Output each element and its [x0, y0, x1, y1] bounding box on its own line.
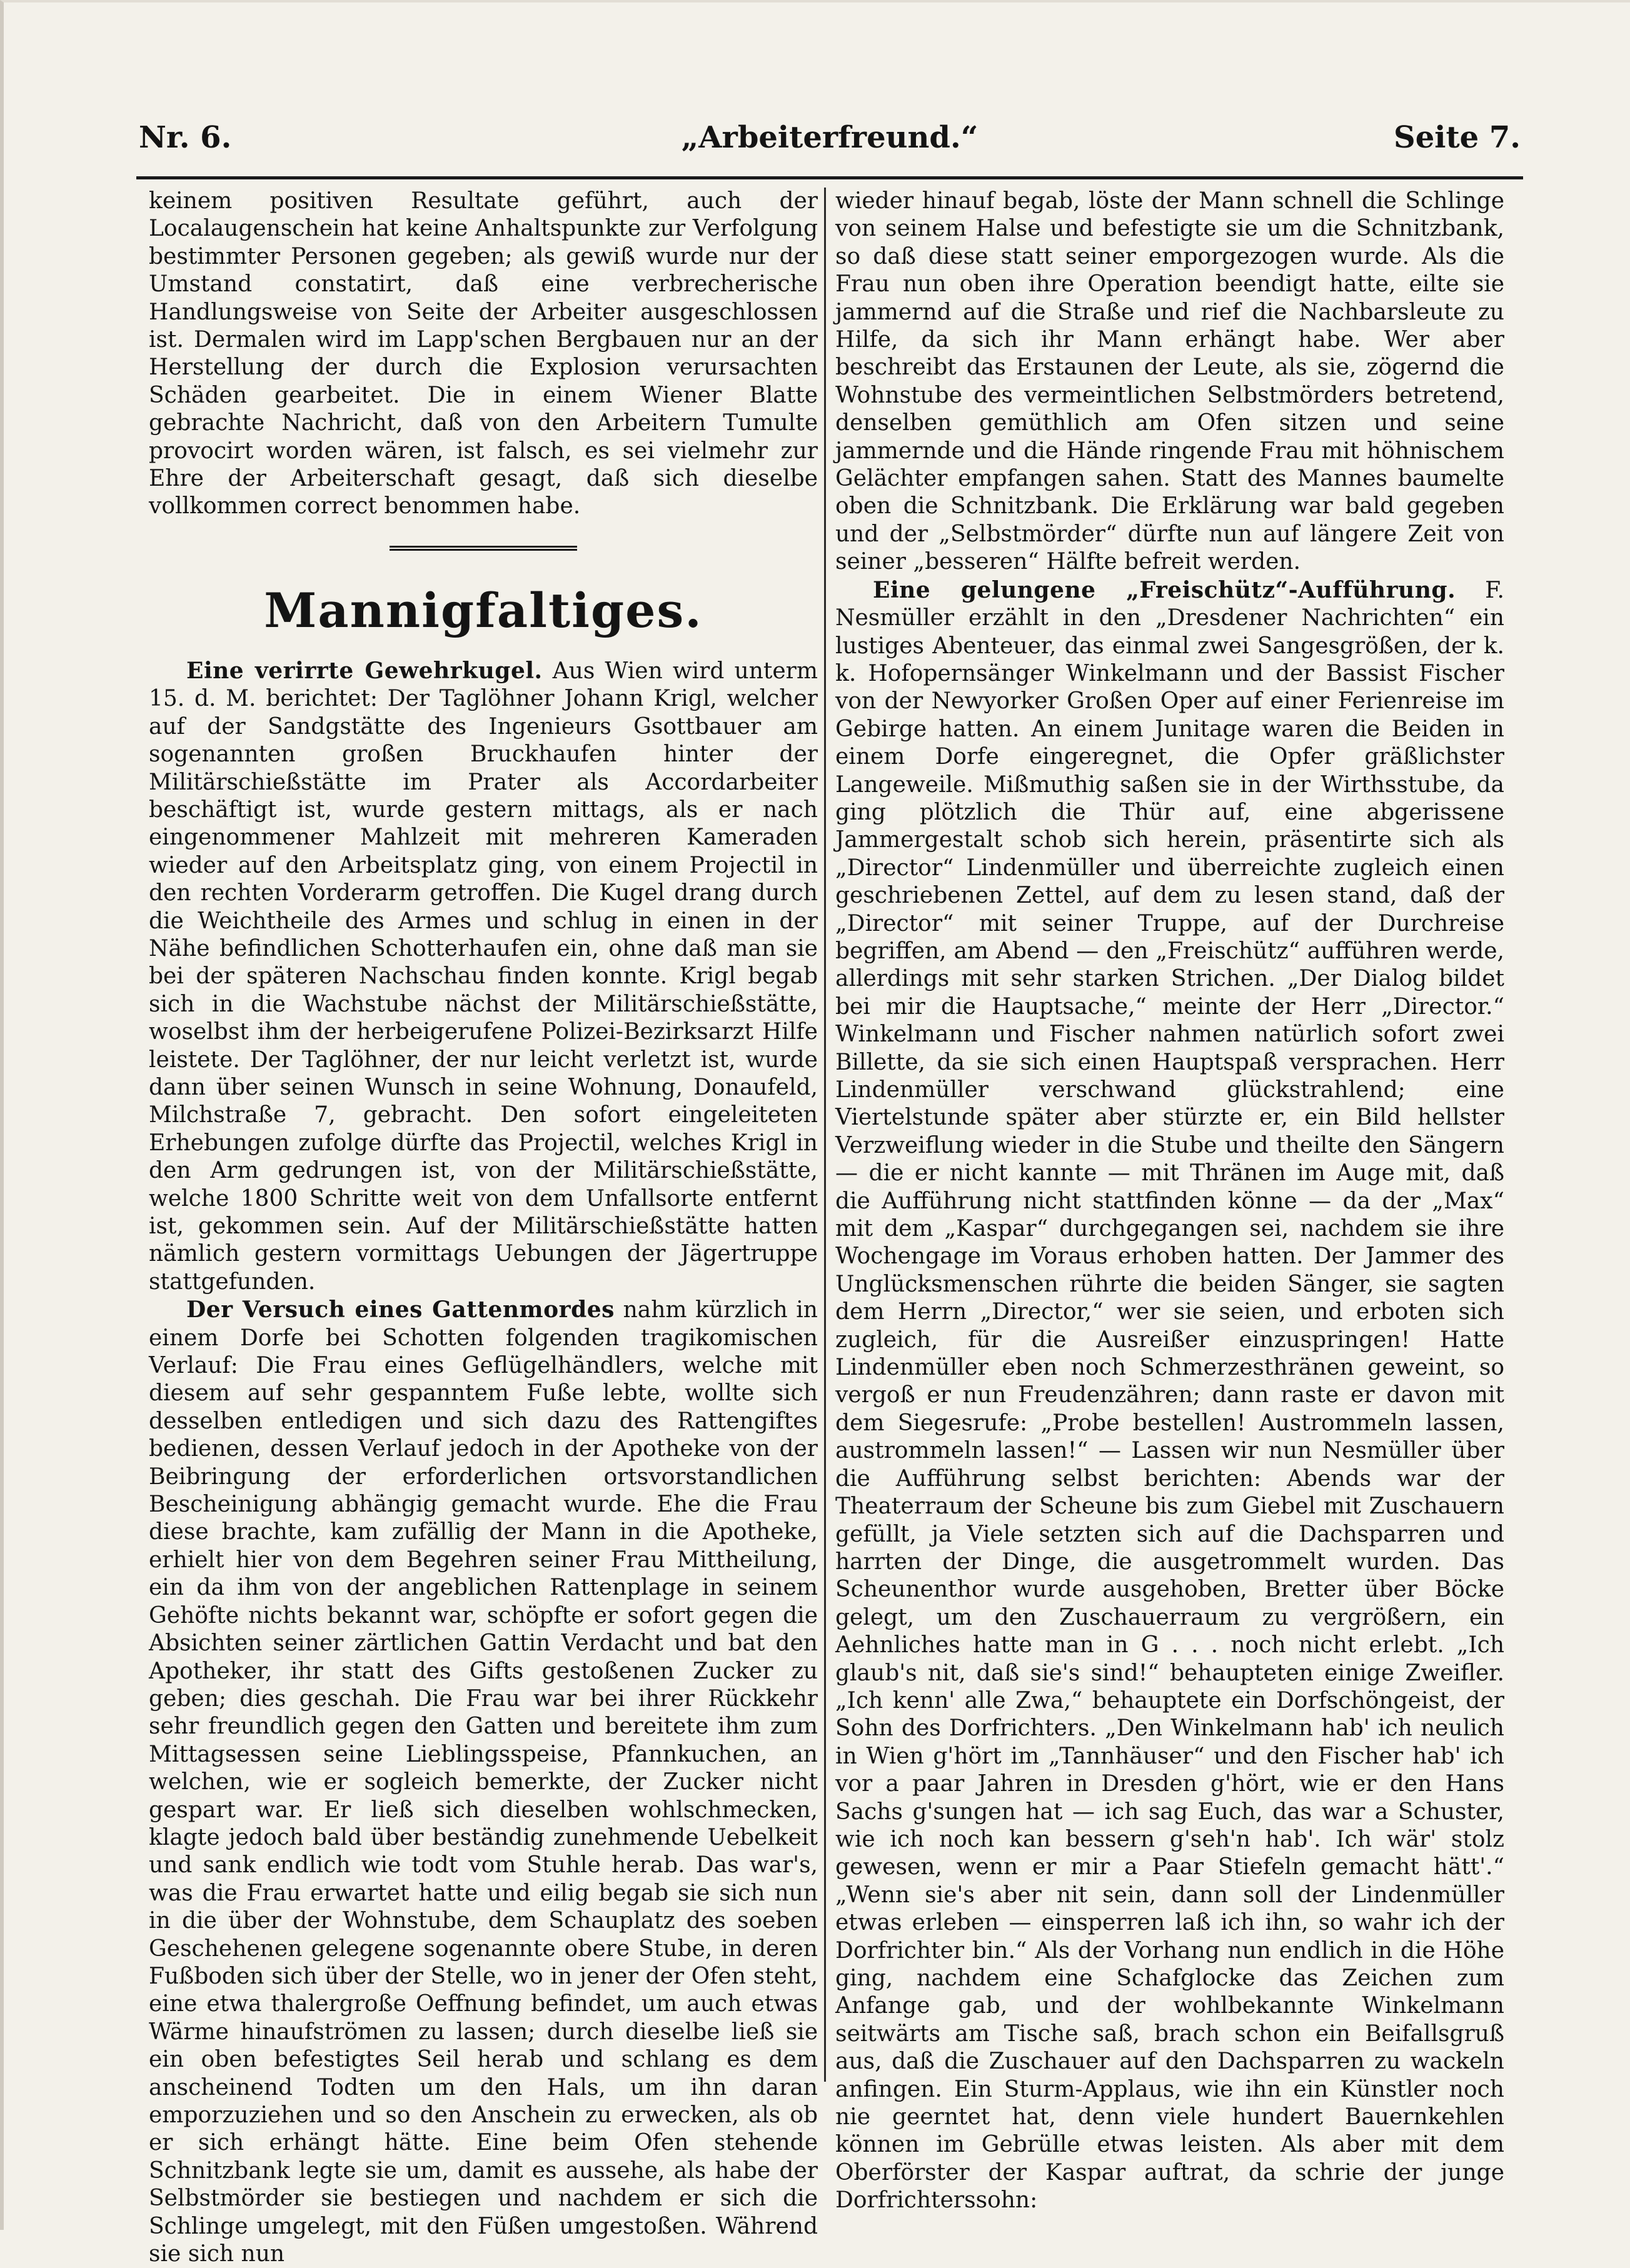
page-number: Seite 7. — [1394, 120, 1521, 155]
article-verirrte-gewehrkugel — [149, 657, 818, 1296]
page-header — [139, 119, 1521, 163]
article-body: nahm kürzlich in einem Dorfe bei Schotten folgenden tragikomischen Verlauf: Die Frau eines Geflügelhändlers, welche mit diesem auf sehr gespanntem Fuße lebte, wollte sich desselben entledigen und sich dazu des Rattengiftes bedienen, dessen Verlauf jedoch in der Apotheke von der Beibringung der erforderlichen ortsvorstandlichen Bescheinigung abhängig gemacht wurde. Ehe die Frau diese brachte, kam zufällig der Mann in die Apotheke, erhielt hier von dem Begehren seiner Frau Mittheilung, ein da ihm von der angeblichen Rattenplage in seinem Gehöfte nichts bekannt war, schöpfte er sofort gegen die Absichten seiner zärtlichen Gattin Verdacht und bat den Apotheker, ihr statt des Gifts gestoßenen Zucker zu geben; dies geschah. Die Frau war bei ihrer Rückkehr sehr freundlich gegen den Gatten und bereitete ihm zum Mittagsessen seine Lieblingsspeise, Pfannkuchen, an welchen, wie er sogleich bemerkte, der Zucker nicht gespart war. Er ließ sich dieselben wohlschmecken, klagte jedoch bald über beständig zunehmende Uebelkeit und sank endlich wie todt vom Stuhle herab. Das war's, was die Frau erwartet hatte und eilig begab sie sich nun in die über der Wohnstube, dem Schauplatz des soeben Geschehenen gelegene sogenannte obere Stube, in deren Fußboden sich über der Stelle, wo in jener der Ofen steht, eine etwa thalergroße Oeffnung befindet, um auch etwas Wärme hinaufströmen zu lassen; durch dieselbe ließ sie ein oben befestigtes Seil herab und schlang es dem anscheinend Todten um den Hals, um ihn daran emporzuziehen und so den Anschein zu erwecken, als ob er sich erhängt hätte. Eine beim Ofen stehende Schnitzbank legte sie um, damit es aussehe, als habe der Selbstmörder sie bestiegen und nachdem er sich die Schlinge umgelegt, mit den Füßen umgestoßen. Während sie sich nun — [149, 1297, 818, 2267]
article-gattenmord — [149, 1296, 818, 2268]
article-body: Aus Wien wird unterm 15. d. M. berichtet: Der Taglöhner Johann Krigl, welcher auf der Sandgstätte des Ingenieurs Gsottbauer am sogenannten großen Bruckhaufen hinter der Militärschießstätte im Prater als Accordarbeiter beschäftigt ist, wurde gestern mittags, als er nach eingenommener Mahlzeit mit mehreren Kameraden wieder auf den Arbeitsplatz ging, von einem Projectil in den rechten Vorderarm getroffen. Die Kugel drang durch die Weichtheile des Armes und schlug in einen in der Nähe befindlichen Schotterhaufen ein, ohne daß man sie bei der späteren Nachschau finden konnte. Krigl begab sich in die Wachstube nächst der Militärschießstätte, woselbst ihm der herbeigerufene Polizei-Bezirksarzt Hilfe leistete. Der Taglöhner, der nur leicht verletzt ist, wurde dann über seinen Wunsch in seine Wohnung, Donaufeld, Milchstraße 7, gebracht. Den sofort eingeleiteten Erhebungen zufolge dürfte das Projectil, welches Krigl in den Arm gedrungen ist, von der Militärschießstätte, welche 1800 Schritte weit von dem Unfallsorte entfernt ist, gekommen sein. Auf der Militärschießstätte hatten nämlich gestern vormittags Uebungen der Jägertruppe stattgefunden. — [149, 658, 818, 1295]
section-heading: Mannigfaltiges. — [264, 582, 703, 638]
continued-paragraph: keinem positiven Resultate geführt, auch der Localaugenschein hat keine Anhaltspunkte zur Verfolgung bestimmter Personen gegeben; als gewiß wurde nur der Umstand constatirt, daß eine verbrecherische Handlungsweise von Seite der Arbeiter ausgeschlossen ist. Dermalen wird im Lapp'schen Bergbauen nur an der Herstellung der durch die Explosion verursachten Schäden gearbeitet. Die in einem Wiener Blatte gebrachte Nachricht, daß von den Arbeitern Tumulte provocirt worden wären, ist falsch, es sei vielmehr zur Ehre der Arbeiterschaft gesagt, daß sich dieselbe vollkommen correct benommen habe. — [149, 188, 818, 519]
column-divider — [824, 188, 826, 2082]
section-divider — [390, 546, 577, 551]
article-title: Eine gelungene „Freischütz“-Aufführung. — [873, 576, 1456, 603]
article-title: Eine verirrte Gewehrkugel. — [186, 657, 543, 684]
right-column — [835, 188, 1504, 2214]
article-title: Der Versuch eines Gattenmordes — [186, 1297, 615, 1323]
left-column — [149, 188, 818, 2267]
newspaper-title: „Arbeiterfreund.“ — [681, 120, 979, 155]
issue-number: Nr. 6. — [139, 120, 232, 155]
continued-paragraph: wieder hinauf begab, löste der Mann schnell die Schlinge von seinem Halse und befestigte sie um die Schnitzbank, so daß diese statt seiner emporgezogen wurde. Als die Frau nun oben ihre Operation beendigt hatte, eilte sie jammernd auf die Straße und rief die Nachbarsleute zu Hilfe, da sich ihr Mann erhängt habe. Wer aber beschreibt das Erstaunen der Leute, als sie, zögernd die Wohnstube des vermeintlichen Selbstmörders betretend, denselben gemüthlich am Ofen sitzen und seine jammernde und die Hände ringende Frau mit höhnischem Gelächter empfangen sahen. Statt des Mannes baumelte oben die Schnitzbank. Die Erklärung war bald gegeben und der „Selbstmörder“ dürfte nun auf längere Zeit von seiner „besseren“ Hälfte befreit werden. — [835, 188, 1504, 575]
header-rule — [136, 176, 1523, 179]
article-body: F. Nesmüller erzählt in den „Dresdener Nachrichten“ ein lustiges Abenteuer, das einmal zwei Sangesgrößen, der k. k. Hofopernsänger Winkelmann und der Bassist Fischer von der Newyorker Großen Oper auf einer Ferienreise im Gebirge hatten. An einem Junitage waren die Beiden in einem Dorfe eingeregnet, die Opfer gräßlichster Langeweile. Mißmuthig saßen sie in der Wirthsstube, da ging plötzlich die Thür auf, eine abgerissene Jammergestalt schob sich herein, präsentirte sich als „Director“ Lindenmüller und überreichte zugleich einen geschriebenen Zettel, auf dem zu lesen stand, daß der „Director“ mit seiner Truppe, auf der Durchreise begriffen, am Abend — den „Freischütz“ aufführen werde, allerdings mit sehr starken Strichen. „Der Dialog bildet bei mir die Hauptsache,“ meinte der Herr „Director.“ Winkelmann und Fischer nahmen natürlich sofort zwei Billette, da sie sich einen Hauptspaß versprachen. Herr Lindenmüller verschwand glückstrahlend; eine Viertelstunde später aber stürzte er, ein Bild hellster Verzweiflung wieder in die Stube und theilte den Sängern — die er nicht kannte — mit Thränen im Auge mit, daß die Aufführung nicht stattfinden könne — da der „Max“ mit dem „Kaspar“ durchgegangen sei, nachdem sie ihre Wochengage im Voraus erhoben hatten. Der Jammer des Unglücksmenschen rührte die beiden Sänger, sie sagten dem Herrn „Director,“ wer sie seien, und erboten sich zugleich, für die Ausreißer einzuspringen! Hatte Lindenmüller eben noch Schmerzesthränen geweint, so vergoß er nun Freudenzähren; dann raste er davon mit dem Siegesrufe: „Probe bestellen! Austrommeln lassen, austrommeln lassen!“ — Lassen wir nun Nesmüller über die Aufführung selbst berichten: Abends war der Theaterraum der Scheune bis zum Giebel mit Zuschauern gefüllt, ja Viele setzten sich auf die Dachsparren und harrten der Dinge, die ausgetrommelt wurden. Das Scheunenthor wurde ausgehoben, Bretter über Böcke gelegt, um den Zuschauerraum zu vergrößern, ein Aehnliches hatte man in G . . . noch nicht erlebt. „Ich glaub's nit, daß sie's sind!“ behaupteten einige Zweifler. „Ich kenn' alle Zwa,“ behauptete ein Dorfschöngeist, der Sohn des Dorfrichters. „Den Winkelmann hab' ich neulich in Wien g'hört im „Tannhäuser“ und den Fischer hab' ich vor a paar Jahren in Dresden g'hört, wie er den Hans Sachs g'sungen hat — ich sag Euch, das war a Schuster, wie ich noch kan bessern g'seh'n hab'. Ich wär' stolz gewesen, wenn er mir a Paar Stiefeln gemacht hätt'.“ „Wenn sie's aber nit sein, dann soll der Lindenmüller etwas erleben — einsperren laß ich ihn, so wahr ich der Dorfrichter bin.“ Als der Vorhang nun endlich in die Höhe ging, nachdem eine Schafglocke das Zeichen zum Anfange gab, und der wohlbekannte Winkelmann seitwärts am Tische saß, brach schon ein Beifallsgruß aus, daß die Zuschauer auf den Dachsparren zu wackeln anfingen. Ein Sturm-Applaus, wie ihn ein Künstler noch nie geerntet hat, denn viele hundert Bauernkehlen können im Gebrülle etwas leisten. Als aber mit dem Oberförster der Kaspar auftrat, da schrie der junge Dorfrichterssohn: — [835, 577, 1504, 2214]
article-freischuetz — [835, 576, 1504, 2215]
